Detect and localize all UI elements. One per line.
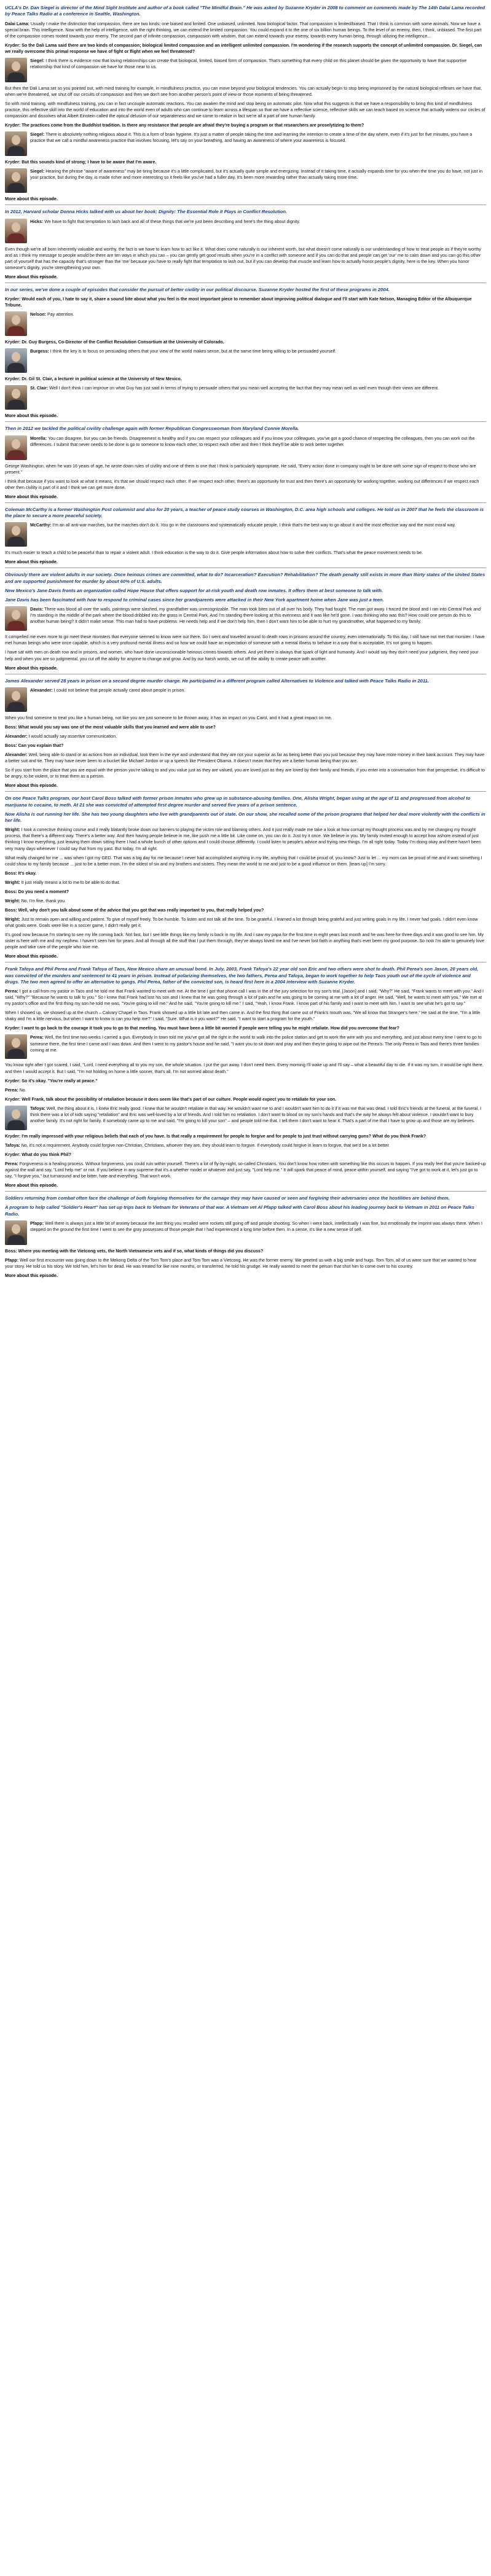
transcript-text: When I showed up, we showed up at the church – Calvary Chapel in Taos. Frank showed up a little bit late and then came in. And the first thing that came out of Frank's mouth was, "We all know that Stranger's here." He said at the time, "I'm a little shaky and I'm a little nervous, but when I want to know is can you help me?" I said, "Sure. What is it you want?" He said, "I want to start a program for the youth." xyxy=(5,1010,481,1022)
host-question: Kryder: I'm really impressed with your religious beliefs that each of you have. Is that really a requirement for people to forgive and for people to just trust without carrying guns? What do you think Frank? xyxy=(5,1133,426,1139)
transcript-text: Even though we're all born inherently valuable and worthy, the fact is we have to learn how to act like it. What does come naturally is our inherent worth, but what doesn't come naturally is our understanding of how to treat people as if they're worthy and as I think my message to people would be there are ten ways in which you can – you can gently get good results when you're in a conflict with someone and if you can do that and people can get 'our' me to calm down and you can go this other part of yourself that has the capacity that's stronger than the 'me' because you have to really fight that temptation to lash out, but if you can develop that muscle and learn how to actually honor people's dignity, here is the key. When you honor someone's dignity, you're strengthening your own. xyxy=(5,246,481,270)
transcript-text: What really changed for me ... was when I got my GED. That was a big day for me because I never had accomplished anything in my life, anything that I could be proud of, you know? Just to let ... my mom can be proud of me and it was something I could show to my family because ... just to be a better mom. I'm the oldest of six and my brothers and sisters. They mean the world to me and just to be a good influence on them. [tears up] I'm sorry. xyxy=(5,855,482,867)
transcript-turn xyxy=(5,687,486,712)
transcript-text: But then the Dali Lama set so you pointed out, with mind training for example, in mindfulness practice, you can move beyond your biological tendencies. You can actually begin to stop being imprisoned by the natural biological reflexes we have that, when we're threatened, we shut off our circuits of compassion and then we don't see from another person's point of view or those moments of being threatened. xyxy=(5,85,482,97)
speaker-name: Nelson: xyxy=(30,312,47,318)
more-about-link[interactable]: More about this episode. xyxy=(5,953,58,959)
speaker-name: Wright: xyxy=(5,917,20,922)
transcript-paragraph xyxy=(30,687,486,693)
transcript-paragraph xyxy=(30,311,486,318)
transcript-text: Pay attention. xyxy=(47,312,74,318)
episode-intro-continued: New Mexico's Jane Davis fronts an organization called Hope House that offers support for at-risk youth and death row inmates. It offers them at best someone to talk with. xyxy=(5,587,383,593)
host-question: Kryder: I want to go back to the courage it took you to go to that meeting. You must have been a little bit worried if people were telling you he might retaliate. How did you overcome that fear? xyxy=(5,1026,399,1031)
transcript-paragraph xyxy=(5,880,486,886)
transcript-paragraph xyxy=(5,767,486,779)
episode-section xyxy=(5,795,486,959)
transcript-text: It's much easier to teach a child to be peaceful than to repair a violent adult. I think education is the way to do it. Give people information about how to solve their conflicts. That's what the peace movement needs to be. xyxy=(5,550,423,556)
speaker-photo xyxy=(5,1220,27,1245)
speaker-name: Dalai Lama: xyxy=(5,21,29,26)
transcript-text: Forgiveness is a healing process. Without forgiveness, you could ruin within yourself. There's a lot of fly-by-night, so-called Christians. You don't know how rotten with something like this occurs to happen. If you really feel that you're backed-up against the wall and say, "Lord help me" or not. If you believe in any supreme that it's a whether model or whatever and just say, "Lord help me." It will spark that peace of mind, peace within yourself, and saying "I've got to work at it, let's just go to say, "I forgive you," but turnaround and be bitter, hate and everything. That won't work. xyxy=(5,1161,486,1179)
speaker-photo xyxy=(5,311,27,336)
speaker-name: Alexander: xyxy=(30,687,53,693)
transcript-text: There was blood all over the walls, paintings were slashed, my grandfather was unrecognizable. The man took bites out of all over his body. They had fought. The man got away. I traced the blood and I ran into Central Park and I'm standing in the middle of the park where the blood dribbled into the grass in Central Park. And I'm standing there looking at this evenness and it was like he'd gone. I was thinking who was this? How could one person do this to another human being? It didn't make sense. This man had to have problems. He needs help and if we don't help him, then I don't want him to be able to hurt my grandmother, what happened to my family. xyxy=(30,607,481,625)
speaker-name: McCarthy: xyxy=(30,523,52,528)
transcript-paragraph xyxy=(30,385,486,391)
speaker-photo xyxy=(5,606,27,631)
transcript-text: No, it's not a requirement. Anybody could forgive non-Christian, Christians, whoever they are, they should learn to forgive. If everybody could forgive in learn to forgive, that we'd be a lot better. xyxy=(21,1142,390,1148)
transcript-paragraph xyxy=(30,606,486,625)
more-about-link[interactable]: More about this episode. xyxy=(5,783,58,789)
transcript-paragraph xyxy=(5,733,486,740)
transcript-paragraph xyxy=(5,1087,486,1093)
section-divider xyxy=(5,791,486,792)
transcript-text: Hearing the phrase "aware of awareness" may be tiring because it's a little complicated, but it's actually quite simple and energizing. Instead of it taking time, it actually expands time for you when the time you do have, not just in your practice, but during the day, is made richer and more interesting so it feels like you've had a fuller day. It's been more rewarding rather than actually taking more time. xyxy=(30,169,483,181)
transcript-paragraph xyxy=(5,85,486,98)
speaker-name: Alexander: xyxy=(5,733,28,739)
host-question: Boss: Well, why don't you talk about some of the advice that you got that was really important to you, that really helped you? xyxy=(5,907,264,913)
transcript-text: I could not believe that people actually cared about people in prison. xyxy=(53,687,186,693)
transcript-paragraph xyxy=(5,988,486,1007)
transcript-turn xyxy=(5,385,486,410)
host-question: Kryder: Well Frank, talk about the possibility of retaliation because it does seem like that's part of our culture. People would expect you to retaliate for your son. xyxy=(5,1096,337,1102)
transcript-text: You know right after I got scared, I said, "Lord, I need everything all to you my son, the whole situation. I put the gun away. I don't need them. Every morning I'll wake up and I'll say – what a beautiful day to die. If it was my turn, it would be right there, and then I would accept it. But I said, "I'm not holding on home a little sooner, that's all. I'm not worried about death." xyxy=(5,1063,484,1074)
host-question: Kryder: So the Dali Lama said there are two kinds of compassion; biological limited compassion and an intelligent unlimited compassion. I'm wondering if the research supports the concept of unlimited compassion. Dr. Siegel, can we really overcome this primal response we have of fight or flight when we feel threatened? xyxy=(5,42,482,54)
host-question: Kryder: Dr. Gil St. Clair, a lecturer in political science at the University of New Mexico. xyxy=(5,377,182,382)
transcript-turn xyxy=(5,1106,486,1130)
speaker-photo xyxy=(5,1106,27,1130)
speaker-photo xyxy=(5,168,27,193)
host-question: Kryder: But this sounds kind of strong; I have to be aware that I'm aware. xyxy=(5,160,157,165)
host-question: Kryder: So it's okay. "You're really at peace." xyxy=(5,1078,98,1083)
transcript-text: I got a call from my pastor in Taos and he told me that Frank wanted to meet with me. At the time I got that phone call I was in the of the jury selection for my son's trial. [Jason] and I said, "Why?" He said, "Frank wants to meet with you." And I said, "Why?" "Because he wants to talk to you." So I knew that Frank had lost his son and I knew that he was going through a lot of pain and he was going to be coming at me with a lot of anger. He said, "Well, he wants to meet with you." We met at my pastor's office and the first thing my son he told me was, "You're going to kill me." And he said, "You're going to kill me." I said, "Yeah, I know Frank. I know part of his family and I want to meet with him. I want to see what he's got to say." xyxy=(5,989,484,1007)
speaker-name: Pfapp: xyxy=(5,1257,19,1263)
transcript-text: I think the key is to focus on persuading others that your view of the world makes sense, but at the same time being willing to be persuaded yourself. xyxy=(50,349,337,354)
speaker-name: Burgess: xyxy=(30,349,49,354)
speaker-name: Morella: xyxy=(30,435,47,441)
speaker-name: Perea: xyxy=(5,1161,18,1166)
speaker-photo xyxy=(5,385,27,410)
transcript-turn xyxy=(5,168,486,193)
transcript-text: I took a corrective thinking course and it really blatantly broke down our barriers to playing the victim role and blaming others. And it just really made me take a look at how corrupt my thought process was and by me changing my thought process, that there's a different way. There's a better way. And then having people believe in me, like push me a little bit. Like come on, you can do it. Just try it once. We believe in you. My family invited enough to accept how ashore instead of just thinking I know everything, just leaving them down sitting there I had a whole bunch of other options and I could choose differently. I could listen to people's advice and trying new things. I'm all right today. Today I'm doing okay and there hasn't been very many days whenever I could say that from my past. But today, I'm all right. xyxy=(5,827,481,851)
transcript-paragraph xyxy=(5,649,486,662)
transcript-paragraph xyxy=(5,634,486,646)
transcript-paragraph xyxy=(5,715,486,721)
transcript-text: So if you start from the place that you are equal with the person you're talking to and you value just as they are valued, you are loved just as they are loved by their family and friends, if you enter into a conversation from that perspective, it's difficult to be angry, to be violent, or to treat them as a person. xyxy=(5,768,485,779)
host-question: Boss: Where you meeting with the Vietcong vets, the North Vietnamese vets and if so, what kinds of things did you discuss? xyxy=(5,1248,264,1254)
transcript-paragraph xyxy=(5,550,486,556)
episode-section xyxy=(5,287,486,419)
speaker-name: Siegel: xyxy=(30,169,45,174)
transcript-text: It just really means a lot to me to be able to do that. xyxy=(21,880,120,885)
transcript-paragraph xyxy=(30,435,486,448)
speaker-photo xyxy=(5,219,27,243)
speaker-name: Tafoya: xyxy=(30,1106,45,1111)
speaker-name: Perea: xyxy=(30,1035,44,1040)
host-question: Boss: What would you say was one of the most valuable skills that you learned and were able to use? xyxy=(5,724,216,730)
episode-section xyxy=(5,1195,486,1278)
transcript-paragraph xyxy=(5,478,486,491)
transcript-text: Well, the thing about it is, I knew Eric really good. I knew that he wouldn't retaliate in that way. He wouldn't want me to and I wouldn't want him to do it if it was me that was dead. I told Eric's friends at the funeral, at the funeral, I think there was a lot of kids saying "retaliation" and Eric was well-loved by a lot of friends. And I told him no retaliation. I don't want to blood on my son's hands and that's the way he always felt about violence. I wouldn't want to bury another family. It's not right for family. If somebody came up to me and said, "I'm going to kill your son" – and people told me that. I tell them I don't want to hear it. That's a part of me that I have to grow up and those are my believes. xyxy=(30,1106,482,1123)
transcript-paragraph xyxy=(30,219,486,225)
transcript-paragraph xyxy=(30,348,486,354)
transcript-paragraph xyxy=(5,101,486,119)
episode-intro: Then in 2012 we tackled the political civility challenge again with former Republican Congresswoman from Maryland Connie Morella. xyxy=(5,426,299,432)
speaker-photo xyxy=(5,435,27,460)
page xyxy=(5,0,486,1287)
speaker-photo xyxy=(5,348,27,373)
episode-intro-continued: A program to help called "Soldier's Heart" has set up trips back to Vietnam for Veterans of that war. A Vietnam vet Al Pfapp talked with Carol Boss about his leading journey back to Vietnam in 2011 on Peace Talks Radio. xyxy=(5,1204,474,1217)
transcript-text: There is absolutely nothing religious about it. This is a form of brain hygiene. It's just a matter of people taking the time and learning the intention to create a time of the day where, even if it's just for five minutes, you have a practice that we call a mindful awareness practice that involves focusing, let's say on your breathing, and having an awareness of where your awareness is focused. xyxy=(30,132,473,144)
transcript-turn xyxy=(5,58,486,82)
speaker-photo xyxy=(5,58,27,82)
transcript-turn xyxy=(5,311,486,336)
transcript-text: Just to remain open and willing and patient. To give of myself freely. To be humble. To listen and not talk all the time. To be grateful. I learned a lot through being grateful and just writing goals in my life. I never had goals. I didn't even know what goals were. Goals were like in a soccer game, I didn't really get it. xyxy=(5,917,478,929)
speaker-name: Wright: xyxy=(5,827,20,833)
transcript-paragraph xyxy=(5,855,486,867)
episode-intro: UCLA's Dr. Dan Siegel is director of the Mind Sight Institute and author of a book called "The Mindful Brain." He was asked by Suzanne Kryder in 2008 to comment on comments made by The 14th Dalai Lama recorded by Peace Talks Radio at a conference in Seattle, Washington. xyxy=(5,5,485,17)
speaker-photo xyxy=(5,131,27,156)
episode-intro: In our series, we've done a couple of episodes that consider the pursuit of better civility in our political discourse. Suzanne Kryder hosted the first of these programs in 2004. xyxy=(5,286,390,292)
speaker-name: Wright: xyxy=(5,898,20,904)
transcript-paragraph xyxy=(30,131,486,144)
transcript-text: Well, being able to stand or as actions from an individual, look them in the eye and understand that they are not your superior as far as being better than you just because they may have more money in their bank account. They may have a better suit and tie. They may have never been to a bucket like Michael Jordon or up a speech like President Obama. It doesn't mean that they are a better human being than you are. xyxy=(5,752,485,764)
transcript-text: No, I'm fine, thank you. xyxy=(21,898,66,904)
episode-intro: In 2012, Harvard scholar Donna Hicks talked with us about her book; Dignity: The Essential Role it Plays in Conflict Resolution. xyxy=(5,209,288,215)
transcript-paragraph xyxy=(5,21,486,39)
speaker-photo xyxy=(5,1034,27,1059)
speaker-name: Alexander: xyxy=(5,752,28,758)
transcript-text: Well our first encounter was going down to the Mekong Delta of the Tom Tom's place and Tom Tom was a Vietcong. He was the former enemy. We greeted us with a big smile and hugs. Tom Tom, all of us were sure that we wanted to hear your story. He told us his story. We told him, let's him for dead. He was treated for like nine months, or transferred, he told his grudge. He really wanted to meet the person that shot him to come over to his country. xyxy=(5,1257,477,1269)
speaker-name: Siegel: xyxy=(30,58,45,63)
episode-section xyxy=(5,966,486,1188)
section-divider xyxy=(5,421,486,422)
transcript-text: Well there is always just a little bit of anxiety because the last thing you recalled were rockets still going off and people shooting. So when I went back, intellectually I was fine, but emotionally the imprint was always there. When I stepped on the ground the first time I went to see the gray possesses of those people that I had experienced a long time before then. In a sense, it's like a new sense of self. xyxy=(30,1220,482,1232)
speaker-name: Siegel: xyxy=(30,132,45,138)
transcript-paragraph xyxy=(5,1062,486,1074)
transcript-paragraph xyxy=(5,1161,486,1179)
more-about-link[interactable]: More about this episode. xyxy=(5,665,58,671)
more-about-link[interactable]: More about this episode. xyxy=(5,273,58,279)
transcript-paragraph xyxy=(5,916,486,929)
transcript-paragraph xyxy=(30,1220,486,1233)
speaker-name: St. Clair: xyxy=(30,386,49,391)
episode-intro: Frank Tafoya and Phil Perea and Frank Tafoya of Taos, New Mexico share an unusual bond. In July, 2003, Frank Tafoya's 22 year old son Eric and two others were shot to death. Phil Perea's son Jason, 20 years old, was convicted of the murders and sentenced to 41 years in prison. Instead of polarizing themselves, the two fathers, Perea and Tafoya, began to work together to help Taos youth out of the cycle of violence and drugs. The two men agreed to offer an alternative to gangs. Phil Perea, father of the convicted son, is heard first here in a 2004 interview with Suzanne Kryder. xyxy=(5,966,479,985)
episode-section xyxy=(5,678,486,789)
episode-section xyxy=(5,5,486,201)
transcript-text: I would actually say assertive communication. xyxy=(28,733,117,739)
more-about-link[interactable]: More about this episode. xyxy=(5,493,58,499)
episode-intro-continued: Jane Davis has been fascinated with how to respond to criminal cases since her grandparents were attacked in their New York apartment home when Jane was just a teen. xyxy=(5,597,384,603)
episode-intro: Obviously there are violent adults in our society. Once heinous crimes are committed, what to do? Incarceration? Execution? Rehabilitation? The death penalty still exists in more than thirty states of the United States and are supported punishment for murder by about 60% of U.S. adults. xyxy=(5,572,485,584)
transcript-text: We have to fight that temptation to lash back and all of these things that we're just been describing and here's the thing about dignity. xyxy=(44,219,300,224)
transcript-text: When you find someone to treat you like a human being, not like you are just someone to be thrown away, it has an impact on you Carol, and it had a great impact on me. xyxy=(5,715,332,720)
transcript-paragraph xyxy=(30,1034,486,1053)
speaker-photo xyxy=(5,687,27,712)
more-about-link[interactable]: More about this episode. xyxy=(5,196,58,202)
transcript-paragraph xyxy=(30,522,486,528)
transcript-turn xyxy=(5,131,486,156)
host-question: Kryder: Dr. Guy Burgess, Co-Director of the Conflict Resolution Consortium at the University of Colorado. xyxy=(5,340,224,345)
speaker-name: Pfapp: xyxy=(30,1220,44,1226)
transcript-paragraph xyxy=(5,246,486,271)
section-divider xyxy=(5,502,486,503)
more-about-link[interactable]: More about this episode. xyxy=(5,413,58,419)
more-about-link[interactable]: More about this episode. xyxy=(5,1273,58,1279)
transcript-turn xyxy=(5,348,486,373)
transcript-text: So with mind training, with mindfulness training, you can in fact uncouple automatic reactions. You can awaken the mind and stop being on automatic pilot. Now what this suggests is that we have a responsibility to bring this kind of mindfulness practice, this reflective skill into the world of education and into the world even of adults who can continue to learn across a lifespan so that we have a reflective science, reflective skills we can teach based on science that actually widens our circles of compassion and dissolves what Albert Einstein called the optical delusion of our separateness and we come to realize in fact we're all a part of one human family. xyxy=(5,101,485,119)
transcript-text: George Washington, when he was 16 years of age, he wrote down rules of civility and one of them is one that I think is particularly appropriate. He said, "Every action done in company ought to be done with some sign of respect to those who are present." xyxy=(5,463,476,475)
transcript-paragraph xyxy=(5,463,486,475)
episode-intro: Coleman McCarthy is a former Washington Post columnist and also for 20 years, a teacher of peace study courses in Washington, D.C. area high schools and colleges. He told us in 2007 that he feels the classroom is the place to secure a more peaceful society. xyxy=(5,506,484,518)
transcript-text: I'm an all anti-war marches, but the marches don't do it. You go in the classrooms and systematically educate people, I think that's the best way to go about it and the most effective way and the most moral way. xyxy=(52,523,456,528)
episode-section xyxy=(5,209,486,279)
speaker-photo xyxy=(5,522,27,547)
speaker-name: Perea: xyxy=(5,1087,18,1093)
speaker-name: Hicks: xyxy=(30,219,44,224)
episode-intro: On one Peace Talks program, our host Carol Boss talked with former prison inmates who grew up in substance-abusing families. One, Alisha Wright, began using at the age of 11 and progressed from alcohol to marijuana to cocaine, to meth. At 21 she was convicted of attempted first degree murder and served five years of a prison sentence. xyxy=(5,795,471,808)
speaker-name: Tafoya: xyxy=(5,1142,20,1148)
transcript-text: I have sat with men on death row and in prisons, and women, who have done unconscionable heinous crimes towards others. And yet there is always that spark of light and humanity. And I would say they don't need your judgment, they need your help and when you are so judgmental, you cut off the ability for anyone to change and grow. And by our harsh words, we cut off the ability to create peace with another. xyxy=(5,650,479,662)
host-question: Kryder: What do you think Phil? xyxy=(5,1152,71,1157)
transcript-text: I think that because if you want to look at what it means, it's that we should respect each other. If we respect each other, there's an opportunity for trust and then there's an opportunity for working together, working out differences if we respect each other then civility is part of it and I think we can get more done. xyxy=(5,478,479,490)
transcript-paragraph xyxy=(5,827,486,851)
section-divider xyxy=(5,1191,486,1192)
transcript-turn xyxy=(5,606,486,631)
episode-intro-continued: Now Alisha is out running her life. She has two young daughters who live with grandparents out of state. On our show, she recalled some of the prison programs that helped her deal more violently with the conflicts in her life. xyxy=(5,811,485,824)
transcript-turn xyxy=(5,1034,486,1059)
transcript-text: You can disagree, but you can be friends. Disagreement is healthy and if you can respect your colleagues and if you know your colleagues, you've got a good chance of respecting the colleagues, then you can work out the differences. I submit that never needs to be done is go to someone to know each other, to respect each other and then I think they'll be able to work better together. xyxy=(30,435,475,447)
episode-section xyxy=(5,572,486,670)
transcript-paragraph xyxy=(5,1142,486,1149)
host-question: Boss: It's okay. xyxy=(5,870,37,876)
transcript-text: Well I don't think I can improve on what Guy has just said in terms of trying to persuade others that you mean well accepting the fact that they may mean well as well even though their views are different. xyxy=(49,386,439,391)
transcript-text: It compelled me even more to go meet these monsters that everyone seemed to know were out there. So I went and traveled around to death rows in prisons around the country, even internationally. To this day, I still have not met that monster. I have met human beings who were once capable, which is a very profound mental illness and so how we could have an expectation of someone with a mental illness to behave in a way that is acceptable. It's not going to happen. xyxy=(5,634,485,646)
transcript-turn xyxy=(5,522,486,547)
transcript-paragraph xyxy=(5,932,486,950)
episode-section xyxy=(5,507,486,565)
transcript-turn xyxy=(5,435,486,460)
speaker-name: Davis: xyxy=(30,607,44,612)
transcript-turn xyxy=(5,1220,486,1245)
speaker-name: Wright: xyxy=(5,880,20,885)
transcript-text: No. xyxy=(19,1087,26,1093)
transcript-paragraph xyxy=(30,1106,486,1124)
host-question: Boss: Do you need a moment? xyxy=(5,889,69,894)
transcript-paragraph xyxy=(30,58,486,70)
transcript-text: Well, the first time two weeks I carried a gun. Everybody in town told me you've got all the right in the world to walk into the police station and get to work the wire with you and everything, and just about every time I went to go to someone there, the first time I came and I was down. And then I went to my pastor's house and he said, "I want you to sit down and pray and then they're going to wipe out the Perea's. The only Perea in Taos and there's three families coming at me. xyxy=(30,1035,482,1053)
transcript-text: I think there is evidence now that loving relationships can create that biological, limited, biased form of compassion. That's something that every child on this planet should be given the opportunity to have that supportive relationship that kind of compassion we have for those near to us. xyxy=(30,58,467,69)
transcript-turn xyxy=(5,219,486,243)
host-question: Boss: Can you explain that? xyxy=(5,743,64,748)
host-question: Kryder: The practices come from the Buddhist tradition. Is there any resistance that people are afraid they're buying a program or that researchers are proselytizing to them? xyxy=(5,123,364,128)
transcript-paragraph xyxy=(30,168,486,181)
episode-section xyxy=(5,426,486,499)
transcript-paragraph xyxy=(5,1010,486,1022)
more-about-link[interactable]: More about this episode. xyxy=(5,1182,58,1188)
host-question: Kryder: Would each of you, I hate to say it, share a sound bite about what you feel is the most important piece to remember about improving political dialogue and I'll start with Kate Nelson, Managing Editor of the Albuquerque Tribune. xyxy=(5,297,472,308)
transcript-paragraph xyxy=(5,752,486,764)
transcript-paragraph xyxy=(5,898,486,904)
transcript-text: It's good now because I'm starting to see my life coming back. Not fast, but I see little things like my family is back in my life. And I saw my papa for the first time in eight years last month and he was here for three days and it was good to see him. My sister is here with me and my nephew. I haven't seen him for years. And all through all the stuff that I put them through, they've always loved me and I've never lost faith in anything that's ever been my good purpose. So now I'm able to genuinely love people and take care of the people who love me. xyxy=(5,932,484,950)
episode-intro: James Alexander served 28 years in prison on a second degree murder charge. He participated in a different program called Alternatives to Violence and talked with Peace Talks Radio in 2011. xyxy=(5,677,429,684)
episode-intro: Soldiers returning from combat often face the challenge of both forgiving themselves for the carnage they may have caused or seen and forgiving their adversaries once the hostilities are behind them. xyxy=(5,1195,450,1201)
speaker-name: Perea: xyxy=(5,989,18,994)
transcript-paragraph xyxy=(5,1257,486,1270)
transcript-text: Usually I make the distinction that compassion, there are two kinds; one biased and limited. One unbiased, unlimited. Now biological factor. That compassion is limited/biased. That I think is common with some animals. Now we have a special brain. This intelligence. Now with the help of intelligence, with the right thinking, we can extend the limited compassion. You could expand it to the one of six billion human beings. To the level of an enemy, then, I think, unbiased. The first part of the compassion comes rooted towards your enemy. The second part of infinite compassion, compassion with wisdom, that can extend towards your enemy, towards every human being, through utilizing the intelligence... xyxy=(5,21,482,39)
more-about-link[interactable]: More about this episode. xyxy=(5,559,58,565)
